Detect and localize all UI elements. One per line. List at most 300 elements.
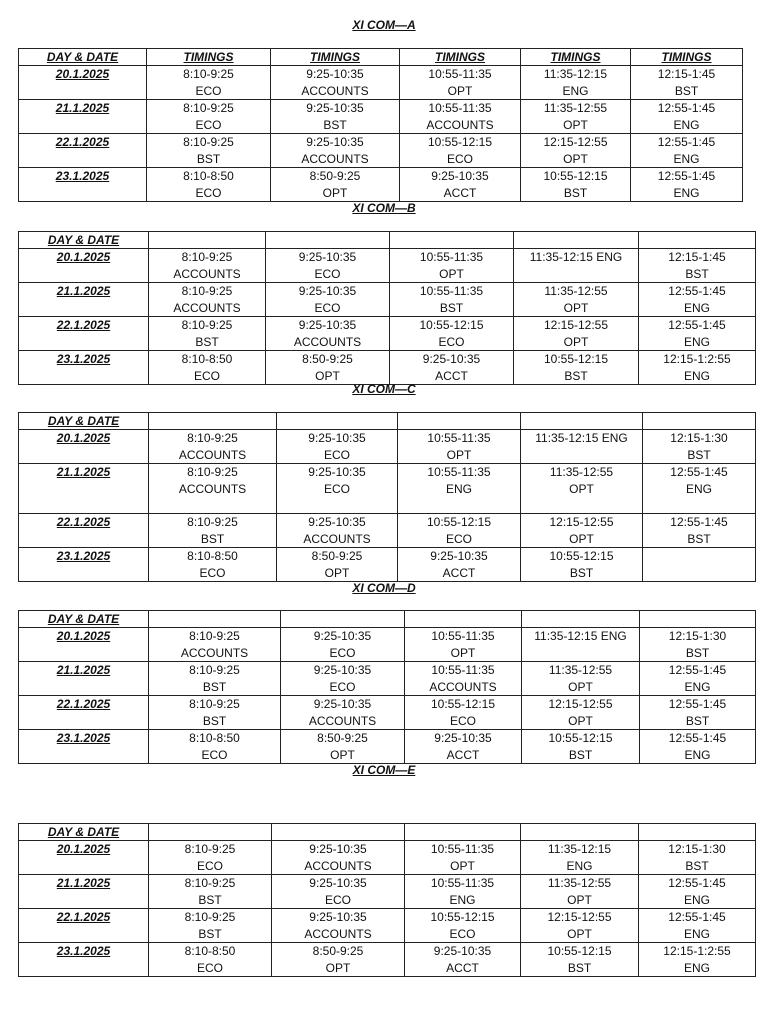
period-cell [639, 909, 756, 943]
date-cell: 21.1.2025 [19, 283, 149, 317]
period-cell [521, 943, 639, 977]
period-time: 9:25-10:35 [309, 910, 367, 924]
period-subject: BST [202, 713, 227, 728]
table-row [19, 249, 756, 283]
header-timings: TIMINGS [147, 49, 271, 66]
period-time: 8:10-9:25 [187, 431, 238, 445]
table-row [19, 100, 743, 134]
period-cell [400, 168, 521, 202]
period-time: 10:55-12:15 [548, 731, 613, 745]
period-cell [639, 249, 756, 283]
period-cell [521, 66, 631, 100]
period-cell [643, 464, 756, 514]
period-time: 12:55-1:45 [670, 465, 728, 479]
period-time: 12:55-1:45 [657, 169, 716, 183]
period-subject: ACCOUNTS [178, 481, 247, 496]
date-cell: 20.1.2025 [19, 66, 147, 100]
period-time: 9:25-10:35 [298, 318, 357, 332]
period-subject: ACCT [443, 185, 477, 200]
date-cell: 20.1.2025 [19, 628, 149, 662]
period-time: 10:55-12:15 [547, 944, 612, 958]
date-cell: 21.1.2025 [19, 100, 147, 134]
table-row [19, 909, 756, 943]
period-time: 12:55-1:45 [668, 731, 727, 745]
period-time: 8:10-9:25 [187, 465, 238, 479]
table-row [19, 841, 756, 875]
period-subject: ECO [195, 83, 222, 98]
period-time: 10:55-11:35 [427, 465, 491, 479]
period-cell [398, 514, 521, 548]
period-cell [149, 909, 272, 943]
period-subject: BST [564, 368, 588, 383]
period-subject: ENG [685, 481, 712, 496]
period-time: 9:25-10:35 [306, 67, 364, 81]
period-subject: ACCOUNTS [429, 679, 497, 694]
period-time: 10:55-12:15 [543, 169, 608, 183]
period-cell [149, 628, 281, 662]
header-cell [398, 413, 521, 430]
period-cell [398, 430, 521, 464]
header-timings: TIMINGS [271, 49, 400, 66]
period-time: 8:10-8:50 [183, 169, 234, 183]
period-subject: ACCOUNTS [301, 151, 369, 166]
period-time: 8:10-9:25 [184, 842, 236, 856]
period-subject: ECO [329, 645, 356, 660]
header-timings: TIMINGS [400, 49, 521, 66]
period-time: 12:55-1:45 [668, 876, 726, 890]
table-row [19, 317, 756, 351]
period-subject: BST [685, 266, 709, 281]
header-row [19, 413, 756, 430]
period-cell [149, 351, 266, 385]
timetable-c [18, 412, 756, 582]
period-subject: ECO [196, 858, 223, 873]
period-subject: BST [569, 565, 594, 580]
period-cell [390, 283, 514, 317]
period-time: 9:25-10:35 [431, 169, 489, 183]
period-subject: OPT [563, 300, 589, 315]
period-subject: BST [568, 747, 593, 762]
period-time: 12:55-1:45 [657, 135, 716, 149]
period-subject: ECO [324, 892, 351, 907]
period-cell [149, 662, 281, 696]
header-day-date: DAY & DATE [19, 611, 149, 628]
period-subject: OPT [322, 185, 348, 200]
period-cell [405, 662, 522, 696]
period-time: 9:25-10:35 [308, 431, 366, 445]
period-time: 10:55-11:35 [427, 431, 491, 445]
period-time: 11:35-12:55 [549, 465, 614, 479]
date-cell: 21.1.2025 [19, 662, 149, 696]
period-cell [522, 662, 640, 696]
period-subject: ACCOUNTS [173, 266, 241, 281]
period-cell [643, 430, 756, 464]
period-subject: OPT [569, 531, 594, 546]
header-row [19, 49, 743, 66]
period-time: 11:35-12:15 ENG [529, 250, 623, 264]
period-time: 12:55-1:45 [668, 697, 727, 711]
period-cell [522, 696, 640, 730]
period-time: 10:55-12:15 [427, 135, 493, 149]
header-timings: TIMINGS [521, 49, 631, 66]
date-cell: 22.1.2025 [19, 134, 147, 168]
header-cell [149, 232, 266, 249]
period-time: 11:35-12:55 [548, 663, 613, 677]
period-subject: ACCOUNTS [178, 447, 247, 462]
date-cell: 21.1.2025 [19, 464, 149, 514]
period-subject: ECO [445, 531, 472, 546]
period-cell [640, 662, 756, 696]
header-cell [514, 232, 639, 249]
period-subject: BST [202, 679, 227, 694]
table-row [19, 430, 756, 464]
period-time: 12:15-1:30 [670, 431, 728, 445]
period-time: 12:15-12:55 [543, 318, 609, 332]
period-cell [398, 548, 521, 582]
period-time: 10:55-12:15 [549, 549, 614, 563]
period-cell [405, 696, 522, 730]
period-time: 8:10-8:50 [189, 731, 240, 745]
period-time: 10:55-11:35 [428, 101, 492, 115]
period-cell [521, 875, 639, 909]
period-subject: ENG [683, 892, 710, 907]
period-cell [272, 943, 405, 977]
period-time: 12:15-1:30 [668, 629, 727, 643]
period-subject: BST [687, 531, 711, 546]
period-time: 9:25-10:35 [430, 549, 488, 563]
period-cell [521, 841, 639, 875]
period-subject: ECO [314, 300, 341, 315]
period-cell [521, 909, 639, 943]
period-cell [405, 943, 521, 977]
period-time: 8:10-9:25 [181, 284, 233, 298]
period-cell [147, 66, 271, 100]
table-row [19, 662, 756, 696]
date-cell: 22.1.2025 [19, 317, 149, 351]
header-timings: TIMINGS [631, 49, 743, 66]
period-subject: ECO [193, 368, 220, 383]
period-cell [149, 730, 281, 764]
period-cell [521, 168, 631, 202]
header-day-date: DAY & DATE [19, 413, 149, 430]
period-time: 8:10-9:25 [189, 697, 240, 711]
header-cell [390, 232, 514, 249]
period-cell [639, 283, 756, 317]
period-subject: ECO [329, 679, 356, 694]
period-subject: ACCOUNTS [301, 83, 369, 98]
header-cell [281, 611, 405, 628]
period-subject: ACCOUNTS [426, 117, 494, 132]
header-cell [640, 611, 756, 628]
period-subject: OPT [450, 858, 475, 873]
period-cell [400, 100, 521, 134]
period-subject: OPT [325, 960, 351, 975]
period-time: 12:55-1:45 [668, 284, 726, 298]
period-subject: OPT [568, 713, 593, 728]
period-cell [521, 100, 631, 134]
period-subject: ENG [566, 858, 593, 873]
period-time: 10:55-11:35 [431, 663, 495, 677]
period-subject: OPT [324, 565, 350, 580]
period-cell [390, 351, 514, 385]
period-time: 9:25-10:35 [306, 135, 364, 149]
period-time: 11:35-12:55 [543, 101, 608, 115]
period-cell [271, 100, 400, 134]
period-subject: ACCOUNTS [304, 858, 372, 873]
period-cell [400, 66, 521, 100]
period-cell [272, 875, 405, 909]
period-cell [643, 514, 756, 548]
period-time: 10:55-11:35 [419, 284, 484, 298]
period-time: 11:35-12:15 [543, 67, 608, 81]
period-subject: ECO [323, 481, 350, 496]
period-time: 9:25-10:35 [313, 663, 372, 677]
date-cell: 20.1.2025 [19, 841, 149, 875]
period-time: 10:55-12:15 [419, 318, 484, 332]
section-title-e: XI COM—E [352, 763, 416, 777]
table-row [19, 168, 743, 202]
table-row [19, 514, 756, 548]
period-time: 12:55-1:45 [670, 515, 728, 529]
period-subject: ENG [562, 83, 589, 98]
header-cell [277, 413, 398, 430]
header-day-date: DAY & DATE [19, 49, 147, 66]
header-cell [522, 611, 640, 628]
period-cell [149, 430, 277, 464]
period-time: 8:10-8:50 [184, 944, 236, 958]
period-subject: ECO [314, 266, 341, 281]
period-subject: OPT [446, 447, 472, 462]
period-cell [405, 909, 521, 943]
period-cell [639, 841, 756, 875]
period-subject: OPT [567, 892, 592, 907]
period-time: 11:35-12:55 [547, 876, 612, 890]
period-time: 10:55-11:35 [419, 250, 484, 264]
period-subject: ECO [449, 713, 476, 728]
header-cell [266, 232, 390, 249]
period-cell [521, 514, 643, 548]
period-cell [271, 66, 400, 100]
period-cell [277, 548, 398, 582]
period-subject: ECO [201, 747, 228, 762]
period-cell [149, 464, 277, 514]
period-cell [149, 875, 272, 909]
period-subject: ECO [323, 447, 350, 462]
period-cell [149, 841, 272, 875]
period-subject: BST [567, 960, 592, 975]
period-subject: OPT [315, 368, 340, 383]
header-day-date: DAY & DATE [19, 824, 149, 841]
period-subject: ACCT [442, 565, 476, 580]
period-time: 12:55-1:45 [668, 663, 727, 677]
header-cell [149, 824, 272, 841]
period-subject: BST [685, 645, 710, 660]
period-subject: OPT [563, 117, 588, 132]
period-time: 11:35-12:15 [547, 842, 612, 856]
period-subject: ECO [196, 960, 223, 975]
period-cell [281, 696, 405, 730]
period-subject: ACCOUNTS [304, 926, 372, 941]
period-time: 9:25-10:35 [309, 842, 367, 856]
date-cell: 21.1.2025 [19, 875, 149, 909]
period-cell [631, 168, 743, 202]
period-subject: BST [198, 892, 222, 907]
period-time: 8:50-9:25 [312, 944, 364, 958]
period-cell [522, 730, 640, 764]
period-time: 10:55-11:35 [428, 67, 492, 81]
period-subject: ACCT [446, 747, 480, 762]
period-time: 9:25-10:35 [308, 515, 366, 529]
period-time: 9:25-10:35 [308, 465, 366, 479]
period-time: 8:10-9:25 [183, 101, 234, 115]
table-row [19, 351, 756, 385]
period-time: 8:10-9:25 [189, 629, 240, 643]
period-cell [405, 875, 521, 909]
table-row [19, 464, 756, 514]
period-time: 8:10-9:25 [184, 910, 236, 924]
period-cell [521, 134, 631, 168]
period-subject: BST [674, 83, 699, 98]
period-time: 8:10-9:25 [183, 135, 234, 149]
period-cell [640, 730, 756, 764]
period-time: 9:25-10:35 [433, 944, 492, 958]
table-row [19, 283, 756, 317]
period-subject: ENG [673, 185, 700, 200]
header-row [19, 232, 756, 249]
header-cell [149, 611, 281, 628]
header-cell [639, 824, 756, 841]
period-time: 9:25-10:35 [434, 731, 492, 745]
period-time: 9:25-10:35 [306, 101, 364, 115]
period-cell [514, 283, 639, 317]
timetable-d [18, 610, 756, 764]
period-subject: ENG [684, 679, 711, 694]
period-time: 12:15-12:55 [548, 697, 613, 711]
period-cell [272, 841, 405, 875]
timetable-a [18, 48, 743, 202]
table-row [19, 943, 756, 977]
period-cell [405, 628, 522, 662]
period-time: 9:25-10:35 [313, 629, 372, 643]
period-cell [643, 548, 756, 582]
period-subject: ENG [445, 481, 472, 496]
date-cell: 23.1.2025 [19, 548, 149, 582]
period-subject: BST [196, 151, 221, 166]
period-subject: ENG [683, 300, 710, 315]
period-cell [272, 909, 405, 943]
period-subject: ACCT [435, 368, 468, 383]
period-cell [390, 317, 514, 351]
period-subject: OPT [563, 334, 589, 349]
header-row [19, 824, 756, 841]
period-cell [639, 875, 756, 909]
period-cell [147, 100, 271, 134]
period-time: 10:55-12:15 [426, 515, 492, 529]
header-cell [405, 611, 522, 628]
period-time: 10:55-12:15 [543, 352, 609, 366]
table-row [19, 134, 743, 168]
period-cell [281, 730, 405, 764]
period-subject: BST [200, 531, 225, 546]
period-time: 9:25-10:35 [313, 697, 372, 711]
date-cell: 23.1.2025 [19, 351, 149, 385]
period-cell [266, 249, 390, 283]
header-cell [643, 413, 756, 430]
period-subject: ENG [673, 151, 700, 166]
period-subject: ACCOUNTS [173, 300, 241, 315]
period-time: 9:25-10:35 [298, 250, 357, 264]
period-subject: BST [687, 447, 711, 462]
period-time: 12:15-1:2:55 [663, 352, 731, 366]
timetable-b [18, 231, 756, 385]
period-cell [149, 514, 277, 548]
period-cell [149, 283, 266, 317]
period-time: 10:55-12:15 [430, 910, 495, 924]
period-cell [631, 100, 743, 134]
period-cell [640, 696, 756, 730]
section-title-d: XI COM—D [352, 581, 416, 595]
period-subject: OPT [450, 645, 476, 660]
period-time: 12:15-1:45 [657, 67, 716, 81]
period-subject: BST [563, 185, 588, 200]
period-cell [281, 628, 405, 662]
header-day-date: DAY & DATE [19, 232, 149, 249]
period-cell [149, 696, 281, 730]
period-subject: ENG [683, 926, 710, 941]
period-subject: BST [685, 858, 709, 873]
period-time: 8:10-8:50 [181, 352, 233, 366]
date-cell: 22.1.2025 [19, 514, 149, 548]
period-subject: ECO [195, 185, 222, 200]
header-cell [521, 413, 643, 430]
section-title-a: XI COM—A [352, 18, 416, 32]
header-cell [521, 824, 639, 841]
period-time: 12:15-1:45 [668, 250, 726, 264]
period-cell [640, 628, 756, 662]
period-cell [514, 351, 639, 385]
period-cell [631, 134, 743, 168]
period-subject: OPT [330, 747, 355, 762]
header-cell [149, 413, 277, 430]
timetable-e [18, 823, 756, 977]
period-cell [147, 168, 271, 202]
period-cell [281, 662, 405, 696]
period-cell [266, 351, 390, 385]
period-time: 8:50-9:25 [317, 731, 368, 745]
period-time: 12:55-1:45 [668, 910, 726, 924]
table-row [19, 66, 743, 100]
period-time: 8:10-9:25 [181, 318, 233, 332]
period-subject: BST [198, 926, 222, 941]
period-subject: BST [323, 117, 347, 132]
period-subject: ACCOUNTS [303, 531, 371, 546]
date-cell: 20.1.2025 [19, 249, 149, 283]
header-cell [639, 232, 756, 249]
period-subject: ACCOUNTS [180, 645, 249, 660]
period-subject: BST [439, 300, 464, 315]
period-subject: BST [195, 334, 219, 349]
period-time: 8:10-9:25 [189, 663, 240, 677]
period-time: 8:50-9:25 [302, 352, 353, 366]
period-time: 12:15-12:55 [543, 135, 608, 149]
period-subject: ENG [683, 368, 710, 383]
period-time: 12:15-1:2:55 [663, 944, 731, 958]
table-row [19, 548, 756, 582]
period-subject: BST [685, 713, 710, 728]
period-cell [147, 134, 271, 168]
period-time: 8:50-9:25 [311, 549, 363, 563]
period-time: 8:10-9:25 [181, 250, 233, 264]
